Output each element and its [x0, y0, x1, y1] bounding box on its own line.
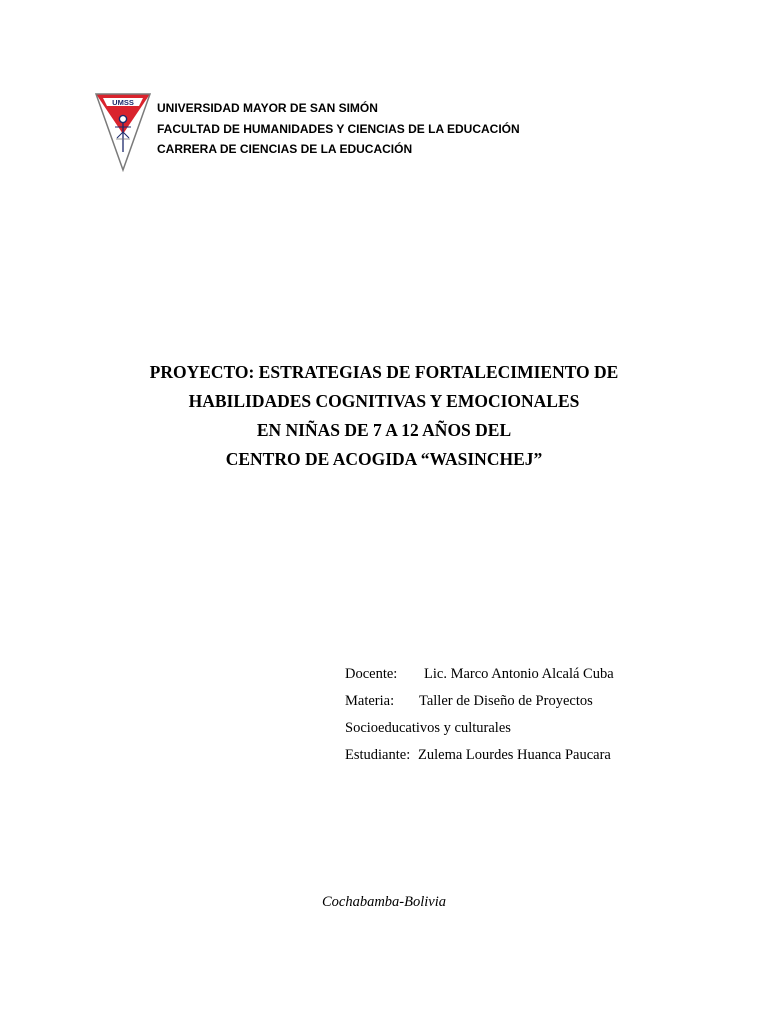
estudiante-label: Estudiante: — [345, 747, 411, 763]
materia-row-continued — [345, 715, 614, 742]
docente-value: Lic. Marco Antonio Alcalá Cuba — [424, 666, 614, 682]
materia-row — [345, 688, 614, 715]
logo-figure-head — [119, 115, 126, 122]
umss-logo — [95, 92, 151, 172]
docente-row — [345, 661, 614, 688]
project-info — [345, 661, 614, 769]
materia-label: Materia: — [345, 693, 395, 709]
project-title — [0, 358, 768, 474]
institution-header — [157, 98, 520, 160]
title-line-4: CENTRO DE ACOGIDA “WASINCHEJ” — [225, 449, 543, 469]
university-name: UNIVERSIDAD MAYOR DE SAN SIMÓN — [157, 101, 378, 115]
title-line-1: PROYECTO: ESTRATEGIAS DE FORTALECIMIENTO DE — [149, 362, 619, 382]
title-line-2: HABILIDADES COGNITIVAS Y EMOCIONALES — [188, 391, 580, 411]
location-footer: Cochabamba-Bolivia — [321, 894, 447, 910]
estudiante-row — [345, 742, 614, 769]
faculty-name: FACULTAD DE HUMANIDADES Y CIENCIAS DE LA EDUCACIÓN — [157, 121, 520, 136]
title-line-3: EN NIÑAS DE 7 A 12 AÑOS DEL — [256, 420, 512, 440]
materia-value: Taller de Diseño de Proyectos — [419, 693, 593, 709]
career-name: CARRERA DE CIENCIAS DE LA EDUCACIÓN — [157, 142, 413, 156]
logo-text: UMSS — [112, 98, 134, 107]
estudiante-value: Zulema Lourdes Huanca Paucara — [418, 747, 611, 763]
docente-label: Docente: — [345, 666, 398, 682]
logo-figure-leg-right — [123, 132, 129, 138]
logo-figure-leg-left — [117, 132, 123, 138]
materia-value-continued: Socioeducativos y culturales — [345, 720, 511, 736]
